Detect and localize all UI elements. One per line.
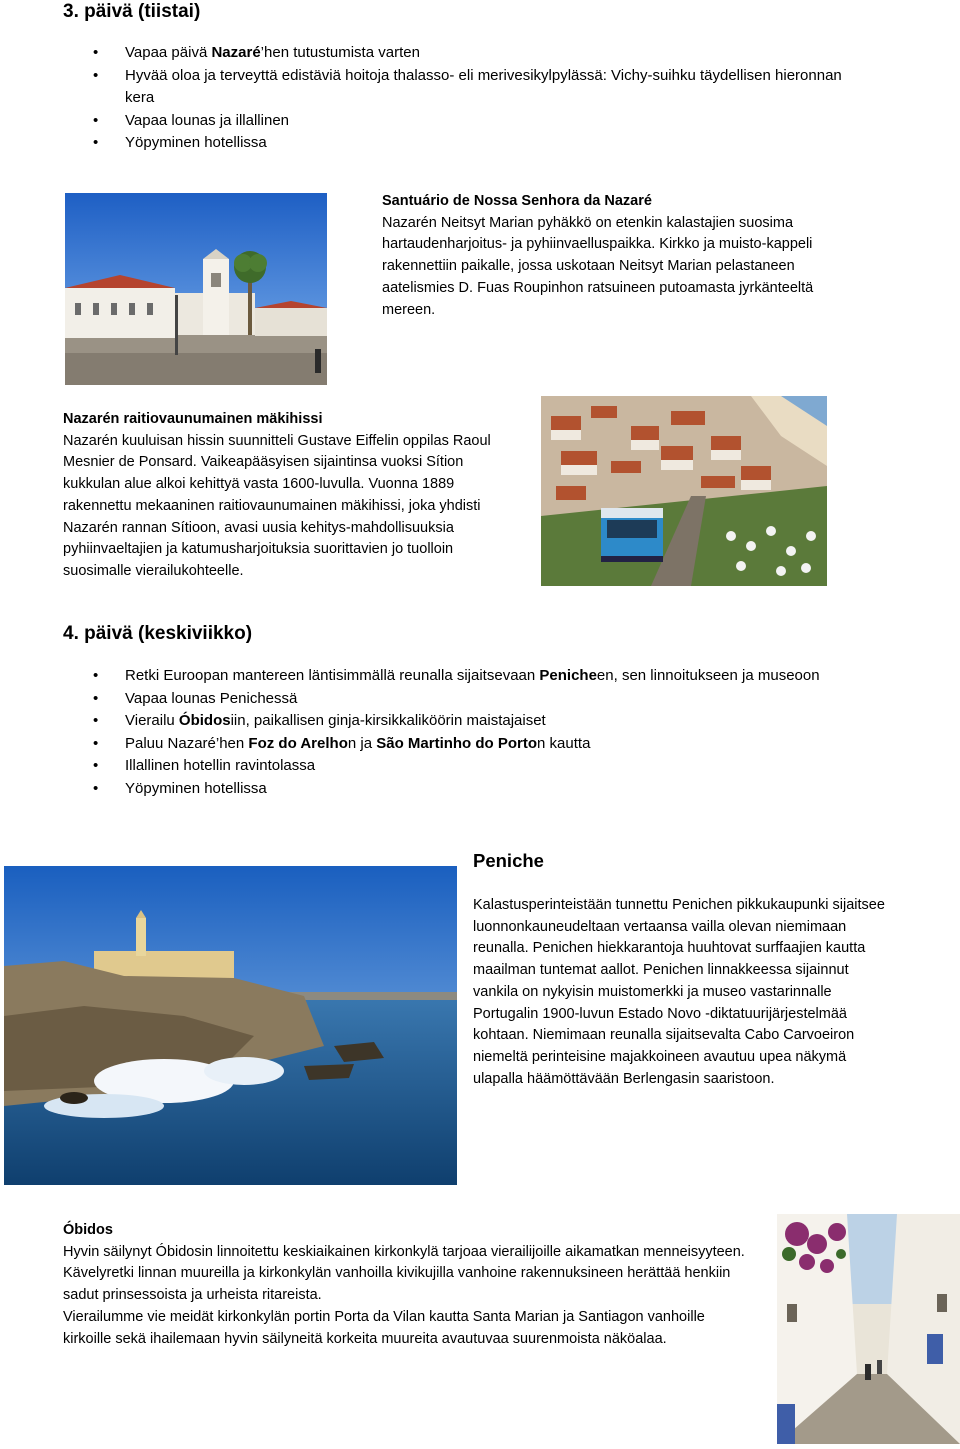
peniche-photo xyxy=(4,866,457,1185)
day4-bullet-item xyxy=(63,710,823,733)
bullet-text: Hyvää oloa ja terveyttä edistäviä hoitoja thalasso- eli merivesikylpylässä: Vichy-suihku täydellisen hieronnan kera xyxy=(125,66,842,106)
obidos-block xyxy=(63,1220,753,1350)
day4-bullet-item xyxy=(63,755,823,778)
bullet-text: Vapaa lounas Penichessä xyxy=(125,689,298,707)
santuario-title: Santuário de Nossa Senhora da Nazaré xyxy=(382,193,652,209)
bullet-bold-text: São Martinho do Porto xyxy=(376,734,538,752)
day3-bullet-item xyxy=(63,132,863,155)
bullet-text: n kautta xyxy=(537,734,591,752)
day3-bullet-item xyxy=(63,42,863,65)
day3-heading: 3. päivä (tiistai) xyxy=(63,1,201,22)
funicular-block xyxy=(63,409,513,583)
bullet-text: Yöpyminen hotellissa xyxy=(125,134,267,151)
bullet-text: Vapaa lounas ja illallinen xyxy=(125,111,290,129)
funicular-text: Nazarén kuuluisan hissin suunnitteli Gustave Eiffelin oppilas Raoul Mesnier de Ponsard. Vaikeapääsyisen sijaintinsa vuoksi Sítion kukkulan alue alkoi kehittyä vasta 1600-luvulla. Vuonna 1889 rakennettu mekaaninen raitiovaunumainen mäkihissi, joka yhdisti Nazarén rannan Sítioon, avasi uusia kehitys-mahdollisuuksia pyhiinvaeltajien ja katumusharjoituksia suorittavien jo tuolloin suosimalle vierailukohteelle. xyxy=(63,432,491,579)
peniche-block xyxy=(473,849,893,1090)
day4-bullet-item xyxy=(63,665,823,688)
bullet-bold-text: Foz do Arelho xyxy=(248,734,348,752)
bullet-text: Paluu Nazaré’hen xyxy=(125,734,249,752)
funicular-title: Nazarén raitiovaunumainen mäkihissi xyxy=(63,411,323,427)
bullet-text: Illallinen hotellin ravintolassa xyxy=(125,757,316,774)
peniche-title: Peniche xyxy=(473,850,544,871)
day4-bullet-item xyxy=(63,778,823,801)
bullet-text: Yöpyminen hotellissa xyxy=(125,779,267,797)
santuario-photo xyxy=(65,193,327,385)
bullet-text: ’hen tutustumista varten xyxy=(260,44,420,61)
obidos-text-2: Vierailumme vie meidät kirkonkylän portin Porta da Vilan kautta Santa Marian ja Santiagon vanhoille kirkoille sekä ihailemaan hyvin säilyneitä korkeita muureita avautuvaa suurenmoista näköalaa. xyxy=(63,1308,705,1347)
day3-bullet-item xyxy=(63,65,863,110)
obidos-photo xyxy=(777,1214,960,1444)
day4-bullet-list xyxy=(63,665,823,800)
bullet-text: iin, paikallisen ginja-kirsikkaliköörin maistajaiset xyxy=(230,712,546,729)
day3-bullet-list xyxy=(63,42,863,155)
funicular-photo xyxy=(541,396,827,586)
bullet-bold-text: Óbidos xyxy=(178,712,231,729)
day3-bullet-item xyxy=(63,110,863,133)
bullet-text: en, sen linnoitukseen ja museoon xyxy=(596,667,820,684)
peniche-text: Kalastusperinteistään tunnettu Penichen pikkukaupunki sijaitsee luonnonkauneudeltaan vertaansa vailla olevan niemimaan reunalla. Penichen hiekkarantoja huuhtovat surffaajien kautta maailman tuntemat aallot. Penichen linnakkeessa sijainnut vankila on nykyisin muistomerkki ja museo vastarinnalle Portugalin 1900-luvun Estado Novo -diktatuurijärjestelmää kohtaan. Niemimaan reunalla sijaitsevalta Cabo Carvoeiron niemeltä perinteisine majakkoineen avautuu upea näkymä ulapalla häämöttävään Berlengasin saaristoon. xyxy=(473,897,885,1087)
obidos-title: Óbidos xyxy=(63,1222,113,1238)
bullet-text: Retki Euroopan mantereen läntisimmällä reunalla sijaitsevaan xyxy=(125,667,540,684)
day4-bullet-item xyxy=(63,733,823,756)
bullet-bold-text: Peniche xyxy=(539,667,597,684)
santuario-block xyxy=(382,191,852,321)
bullet-text: Vapaa päivä xyxy=(125,44,212,61)
obidos-text-1: Hyvin säilynyt Óbidosin linnoitettu keskiaikainen kirkonkylä tarjoaa vierailijoille aikamatkan menneisyyteen. Kävelyretki linnan muureilla ja kirkonkylän vanhoilla kivikujilla vanhoine rakennuksineen herättää henkiin sadut prinsessoista ja urheista ritareista. xyxy=(63,1243,745,1304)
bullet-bold-text: Nazaré xyxy=(211,44,261,61)
bullet-text: Vierailu xyxy=(125,712,179,729)
bullet-text: n ja xyxy=(347,734,377,752)
day4-heading: 4. päivä (keskiviikko) xyxy=(63,623,253,644)
santuario-text: Nazarén Neitsyt Marian pyhäkkö on etenkin kalastajien suosima hartaudenharjoitus- ja pyhiinvaelluspaikka. Kirkko ja muisto-kappeli rakennettiin paikalle, jossa uskotaan Neitsyt Marian pelastaneen aatelismies D. Fuas Roupinhon ratsuineen putoamasta jyrkänteeltä mereen. xyxy=(382,214,814,318)
day4-bullet-item xyxy=(63,688,823,711)
